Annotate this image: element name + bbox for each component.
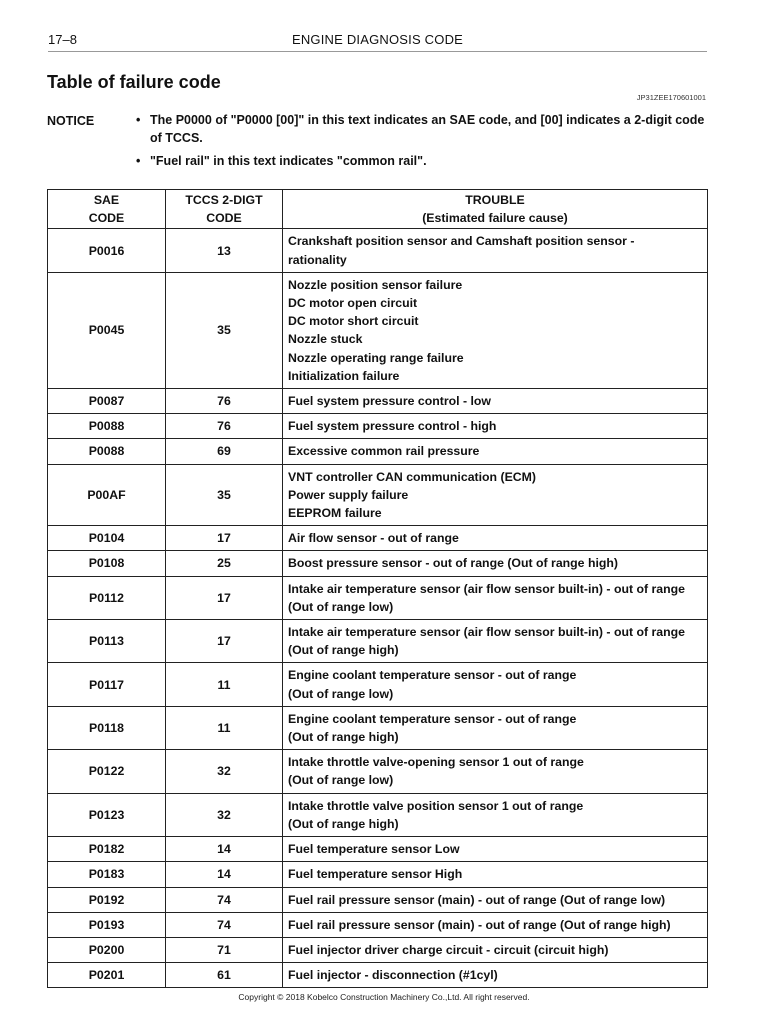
notice-text: The P0000 of "P0000 [00]" in this text indicates an SAE code, and [00] indicates a 2-digit code of TCCS. (150, 113, 705, 145)
tccs-code-cell: 25 (166, 551, 283, 576)
trouble-cell (283, 576, 708, 619)
trouble-cell (283, 750, 708, 793)
trouble-text: VNT controller CAN communication (ECM) (288, 469, 536, 484)
table-row (48, 793, 708, 836)
tccs-code-cell: 32 (166, 793, 283, 836)
sae-code-cell: P0016 (48, 229, 166, 272)
header-sae-code (48, 190, 166, 229)
tccs-code-cell: 11 (166, 706, 283, 749)
notice-list (136, 112, 706, 177)
sae-code-cell: P0201 (48, 963, 166, 988)
table-row (48, 620, 708, 663)
failure-code-table (47, 189, 708, 988)
trouble-text: Intake throttle valve position sensor 1 out of range (288, 798, 584, 813)
tccs-code-cell: 17 (166, 620, 283, 663)
trouble-text: Fuel injector - disconnection (#1cyl) (288, 968, 498, 983)
trouble-cell (283, 551, 708, 576)
trouble-text: (Out of range high) (288, 643, 399, 658)
trouble-text: EEPROM failure (288, 506, 382, 521)
header-text: CODE (88, 211, 125, 226)
trouble-text: Intake air temperature sensor (air flow sensor built-in) - out of range (288, 581, 685, 596)
tccs-code-cell: 76 (166, 414, 283, 439)
table-row (48, 912, 708, 937)
trouble-cell (283, 526, 708, 551)
copyright: Copyright © 2018 Kobelco Construction Machinery Co.,Ltd. All right reserved. (238, 992, 530, 1002)
section-title: Table of failure code (47, 72, 221, 92)
trouble-text: DC motor open circuit (288, 296, 418, 311)
trouble-text: Fuel rail pressure sensor (main) - out of range (Out of range low) (288, 892, 666, 907)
trouble-cell (283, 963, 708, 988)
trouble-text: Excessive common rail pressure (288, 444, 480, 459)
sae-code-cell: P0193 (48, 912, 166, 937)
table-row (48, 551, 708, 576)
table-header-row (48, 190, 708, 229)
trouble-text: Crankshaft position sensor and Camshaft position sensor - (288, 234, 635, 249)
trouble-text: Nozzle stuck (288, 332, 363, 347)
header-text: TCCS 2-DIGT (185, 193, 263, 207)
table-row (48, 663, 708, 706)
page-number: 17–8 (48, 32, 77, 47)
trouble-text: Fuel temperature sensor Low (288, 842, 460, 857)
sae-code-cell: P0192 (48, 887, 166, 912)
tccs-code-cell: 61 (166, 963, 283, 988)
table-row (48, 750, 708, 793)
header-text: SAE (93, 193, 120, 207)
trouble-text: Nozzle position sensor failure (288, 277, 463, 292)
tccs-code-cell: 17 (166, 526, 283, 551)
header-trouble (283, 190, 708, 229)
trouble-cell (283, 229, 708, 272)
trouble-text: Intake air temperature sensor (air flow sensor built-in) - out of range (288, 625, 685, 640)
sae-code-cell: P0118 (48, 706, 166, 749)
table-row (48, 887, 708, 912)
sae-code-cell: P0088 (48, 439, 166, 464)
sae-code-cell: P0088 (48, 414, 166, 439)
trouble-cell (283, 620, 708, 663)
table-body (48, 229, 708, 988)
chapter-title: ENGINE DIAGNOSIS CODE (291, 32, 464, 47)
trouble-cell (283, 663, 708, 706)
table-row (48, 837, 708, 862)
sae-code-cell: P0122 (48, 750, 166, 793)
sae-code-cell: P0112 (48, 576, 166, 619)
trouble-cell (283, 706, 708, 749)
trouble-text: Engine coolant temperature sensor - out of range (288, 711, 577, 726)
tccs-code-cell: 69 (166, 439, 283, 464)
trouble-text: Fuel system pressure control - high (288, 419, 497, 434)
trouble-text: Intake throttle valve-opening sensor 1 out of range (288, 755, 584, 770)
table-row (48, 414, 708, 439)
trouble-text: Fuel temperature sensor High (288, 867, 463, 882)
trouble-text: Boost pressure sensor - out of range (Out of range high) (288, 556, 618, 571)
table-row (48, 963, 708, 988)
trouble-text: Air flow sensor - out of range (288, 531, 459, 546)
trouble-text: (Out of range low) (288, 773, 394, 788)
header-text: TROUBLE (465, 193, 525, 207)
tccs-code-cell: 74 (166, 912, 283, 937)
trouble-text: Initialization failure (288, 368, 400, 383)
trouble-cell (283, 272, 708, 388)
trouble-text: rationality (288, 252, 347, 267)
sae-code-cell: P0045 (48, 272, 166, 388)
table-row (48, 706, 708, 749)
tccs-code-cell: 32 (166, 750, 283, 793)
tccs-code-cell: 71 (166, 937, 283, 962)
trouble-cell (283, 887, 708, 912)
sae-code-cell: P0108 (48, 551, 166, 576)
table-row (48, 389, 708, 414)
sae-code-cell: P0123 (48, 793, 166, 836)
trouble-text: Engine coolant temperature sensor - out of range (288, 668, 577, 683)
header-text: CODE (206, 211, 242, 226)
bullet-icon: • (136, 113, 141, 127)
tccs-code-cell: 11 (166, 663, 283, 706)
trouble-text: Nozzle operating range failure (288, 350, 464, 365)
notice-text: "Fuel rail" in this text indicates "common rail". (150, 154, 427, 168)
table-row (48, 937, 708, 962)
trouble-text: Power supply failure (288, 487, 409, 502)
tccs-code-cell: 13 (166, 229, 283, 272)
table-row (48, 526, 708, 551)
notice-item (136, 153, 706, 171)
table-row (48, 576, 708, 619)
bullet-icon: • (136, 154, 141, 168)
trouble-text: DC motor short circuit (288, 314, 419, 329)
trouble-cell (283, 912, 708, 937)
trouble-text: Fuel system pressure control - low (288, 394, 491, 409)
sae-code-cell: P0113 (48, 620, 166, 663)
table-row (48, 439, 708, 464)
trouble-cell (283, 837, 708, 862)
trouble-cell (283, 414, 708, 439)
sae-code-cell: P0183 (48, 862, 166, 887)
trouble-text: Fuel rail pressure sensor (main) - out of range (Out of range high) (288, 917, 671, 932)
tccs-code-cell: 76 (166, 389, 283, 414)
table-row (48, 272, 708, 388)
trouble-text: (Out of range low) (288, 599, 394, 614)
notice-item (136, 112, 706, 147)
tccs-code-cell: 14 (166, 862, 283, 887)
tccs-code-cell: 74 (166, 887, 283, 912)
table-row (48, 464, 708, 526)
trouble-cell (283, 937, 708, 962)
trouble-cell (283, 464, 708, 526)
sae-code-cell: P0200 (48, 937, 166, 962)
table-row (48, 229, 708, 272)
header-tccs-code (166, 190, 283, 229)
tccs-code-cell: 14 (166, 837, 283, 862)
notice-label: NOTICE (47, 114, 95, 128)
trouble-text: (Out of range high) (288, 730, 399, 745)
header-text: (Estimated failure cause) (422, 211, 568, 226)
sae-code-cell: P0087 (48, 389, 166, 414)
document-id: JP31ZEE170601001 (636, 93, 706, 102)
trouble-cell (283, 439, 708, 464)
trouble-cell (283, 793, 708, 836)
sae-code-cell: P0104 (48, 526, 166, 551)
tccs-code-cell: 17 (166, 576, 283, 619)
table-row (48, 862, 708, 887)
trouble-cell (283, 862, 708, 887)
trouble-text: Fuel injector driver charge circuit - circuit (circuit high) (288, 942, 609, 957)
sae-code-cell: P00AF (48, 464, 166, 526)
sae-code-cell: P0182 (48, 837, 166, 862)
sae-code-cell: P0117 (48, 663, 166, 706)
trouble-cell (283, 389, 708, 414)
trouble-text: (Out of range low) (288, 686, 394, 701)
tccs-code-cell: 35 (166, 464, 283, 526)
tccs-code-cell: 35 (166, 272, 283, 388)
page-header (48, 32, 707, 52)
trouble-text: (Out of range high) (288, 816, 399, 831)
